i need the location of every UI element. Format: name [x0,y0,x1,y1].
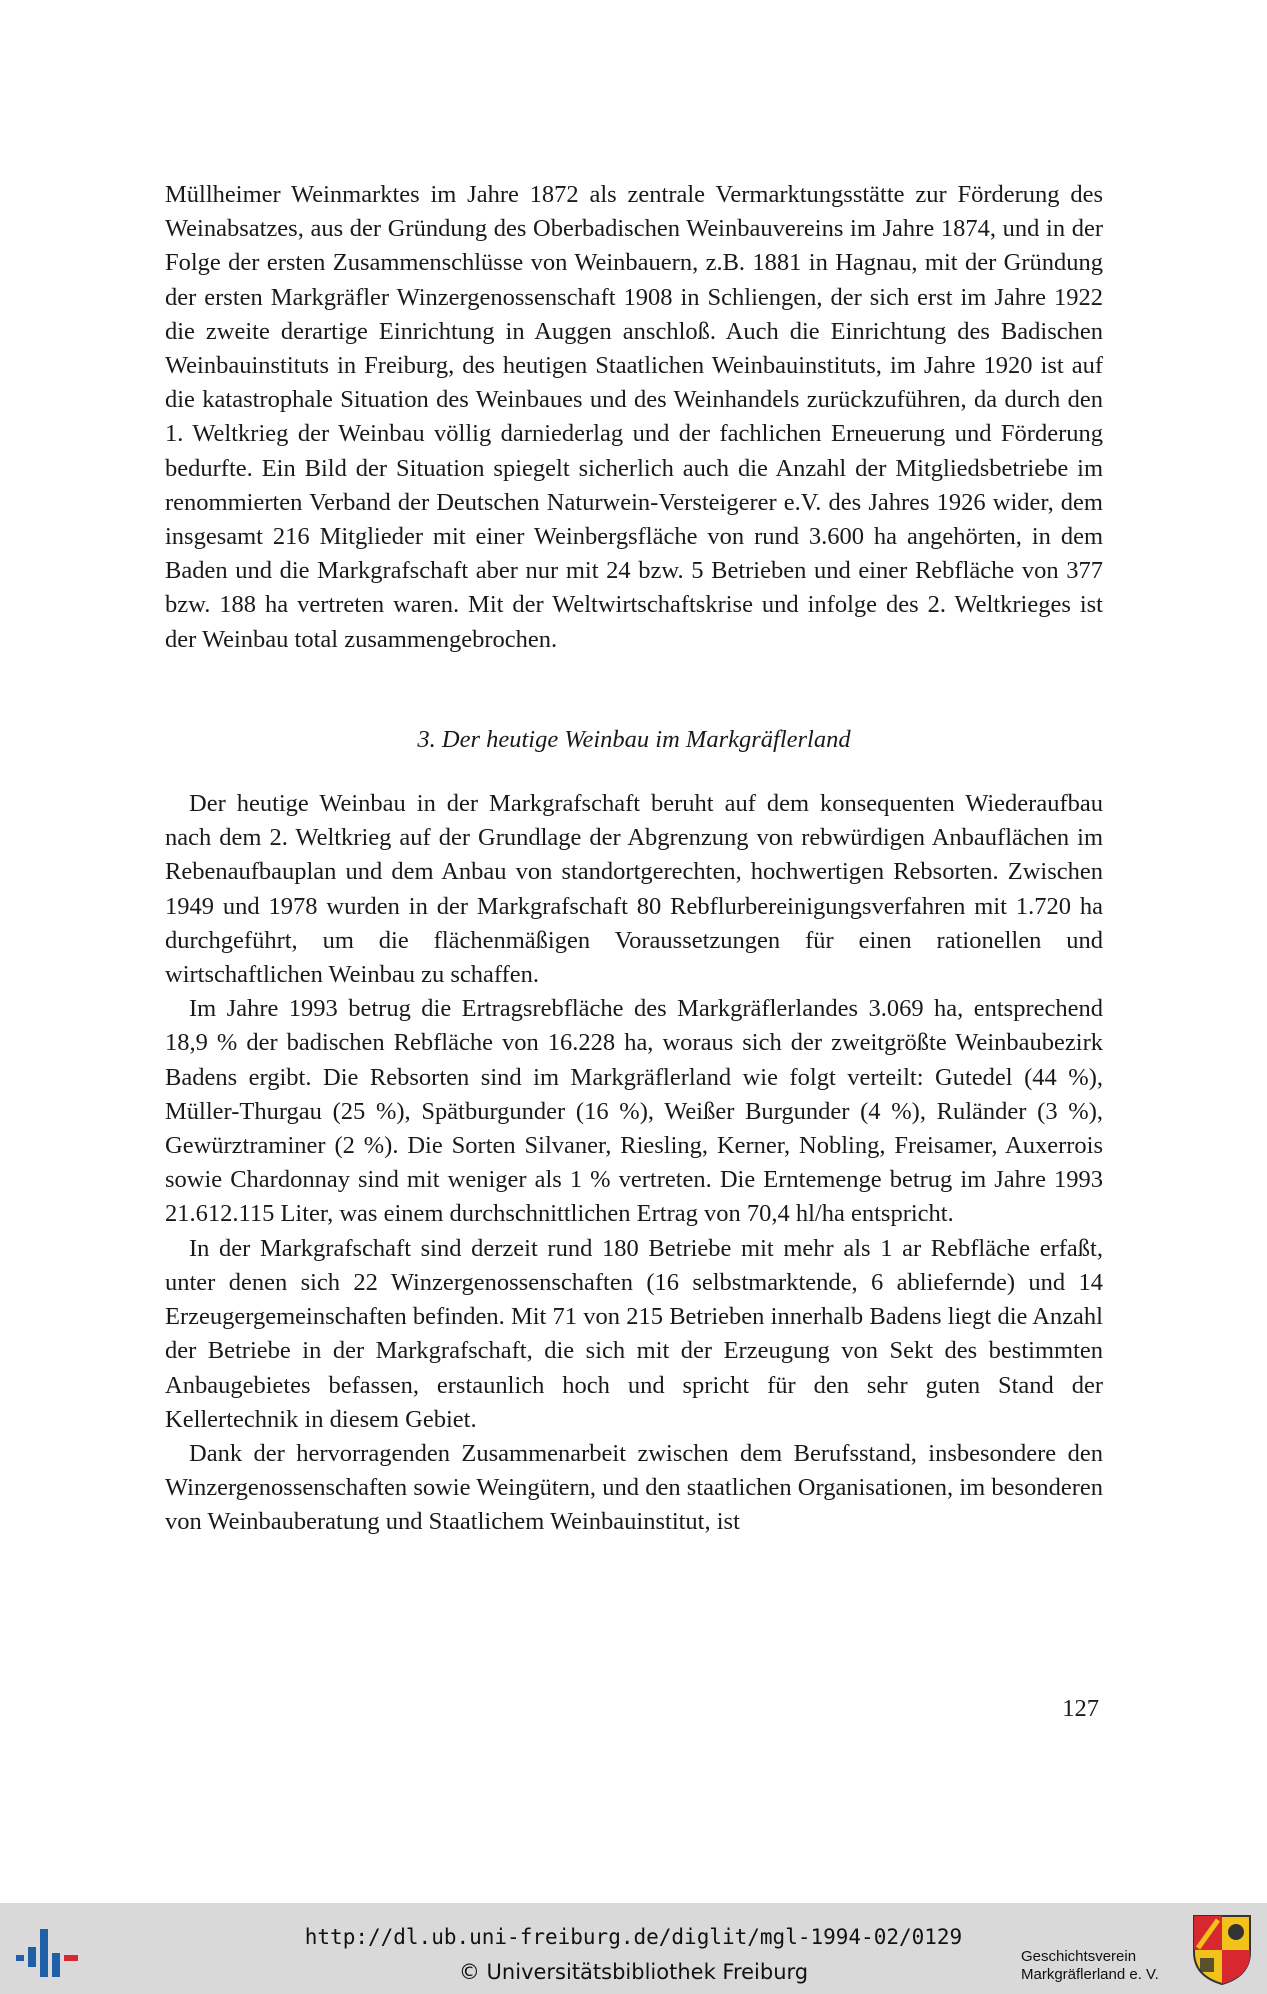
footer-society-name [1021,1948,1159,1984]
footer-url-link[interactable]: http://dl.ub.uni-freiburg.de/diglit/mgl-1994-02/0129 [304,1925,963,1949]
paragraph-5: Dank der hervorragenden Zusammenarbeit zwischen dem Berufsstand, insbesondere den Winzergenossenschaften sowie Weingütern, und den staatlichen Organisationen, im besonderen von Weinbauberatung und Staatlichem Weinbauinstitut, ist [165,1439,1103,1536]
footer-copyright: © Universitätsbibliothek Freiburg [458,1960,809,1984]
paragraph-2: Der heutige Weinbau in der Markgrafschaft beruht auf dem konsequenten Wiederaufbau nach dem 2. Weltkrieg auf der Grundlage der Abgrenzung von rebwürdigen Anbauflächen im Rebenaufbauplan und dem Anbau von standortgerechten, hochwertigen Rebsorten. Zwischen 1949 und 1978 wurden in der Markgrafschaft 80 Rebflurbereinigungsverfahren mit 1.720 ha durchgeführt, um die flächenmäßigen Voraussetzungen für einen rationellen und wirtschaftlichen Weinbau zu schaffen. [165,790,1103,989]
page-number: 127 [1062,1695,1099,1722]
coat-of-arms-icon[interactable] [1190,1912,1254,1986]
paragraph-3: Im Jahre 1993 betrug die Ertragsrebfläche des Markgräflerlandes 3.069 ha, entsprechend 18,9 % der badischen Rebfläche von 16.228 ha, woraus sich der zweitgrößte Weinbaubezirk Badens ergibt. Die Rebsorten sind im Markgräflerland wie folgt verteilt: Gutedel (44 %), Müller-Thurgau (25 %), Spätburgunder (16 %), Weißer Burgunder (4 %), Ruländer (3 %), Gewürztraminer (2 %). Die Sorten Silvaner, Riesling, Kerner, Nobling, Freisamer, Auxerrois sowie Chardonnay sind mit weniger als 1 % vertreten. Die Erntemenge betrug im Jahre 1993 21.612.115 Liter, was einem durchschnittlichen Ertrag von 70,4 hl/ha entspricht. [165,995,1103,1228]
page-body [165,178,1103,1540]
footer-bar [0,1903,1267,1994]
section-heading: 3. Der heutige Weinbau im Markgräflerland [417,725,851,753]
paragraph-4: In der Markgrafschaft sind derzeit rund 180 Betriebe mit mehr als 1 ar Rebfläche erfaßt, unter denen sich 22 Winzergenossenschaften (16 selbstmarktende, 6 abliefernde) und 14 Erzeugergemeinschaften befinden. Mit 71 von 215 Betrieben innerhalb Badens liegt die Anzahl der Betriebe in der Markgrafschaft, die sich mit der Erzeugung von Sekt des bestimmten Anbaugebietes befassen, erstaunlich hoch und spricht für den sehr guten Stand der Kellertechnik in diesem Gebiet. [165,1234,1103,1433]
paragraph-1: Müllheimer Weinmarktes im Jahre 1872 als zentrale Vermarktungsstätte zur Förderung des Weinabsatzes, aus der Gründung des Oberbadischen Weinbauvereins im Jahre 1874, und in der Folge der ersten Zusammenschlüsse von Weinbauern, z.B. 1881 in Hagnau, mit der Gründung der ersten Markgräfler Winzergenossenschaft 1908 in Schliengen, der sich erst im Jahre 1922 die zweite derartige Einrichtung in Auggen anschloß. Auch die Einrichtung des Badischen Weinbauinstituts in Freiburg, des heutigen Staatlichen Weinbauinstituts, im Jahre 1920 ist auf die katastrophale Situation des Weinbaues und des Weinhandels zurückzuführen, da durch den 1. Weltkrieg der Weinbau völlig darniederlag und der fachlichen Erneuerung und Förderung bedurfte. Ein Bild der Situation spiegelt sicherlich auch die Anzahl der Mitgliedsbetriebe im renommierten Verband der Deutschen Naturwein-Versteigerer e.V. des Jahres 1926 wider, dem insgesamt 216 Mitglieder mit einer Weinbergsfläche von rund 3.600 ha angehörten, in dem Baden und die Markgrafschaft aber nur mit 24 bzw. 5 Betrieben und einer Rebfläche von 377 bzw. 188 ha vertreten waren. Mit der Weltwirtschaftskrise und infolge des 2. Weltkrieges ist der Weinbau total zusammengebrochen. [165,181,1103,653]
society-line-2: Markgräflerland e. V. [1021,1966,1159,1983]
society-line-1: Geschichtsverein [1021,1948,1137,1965]
